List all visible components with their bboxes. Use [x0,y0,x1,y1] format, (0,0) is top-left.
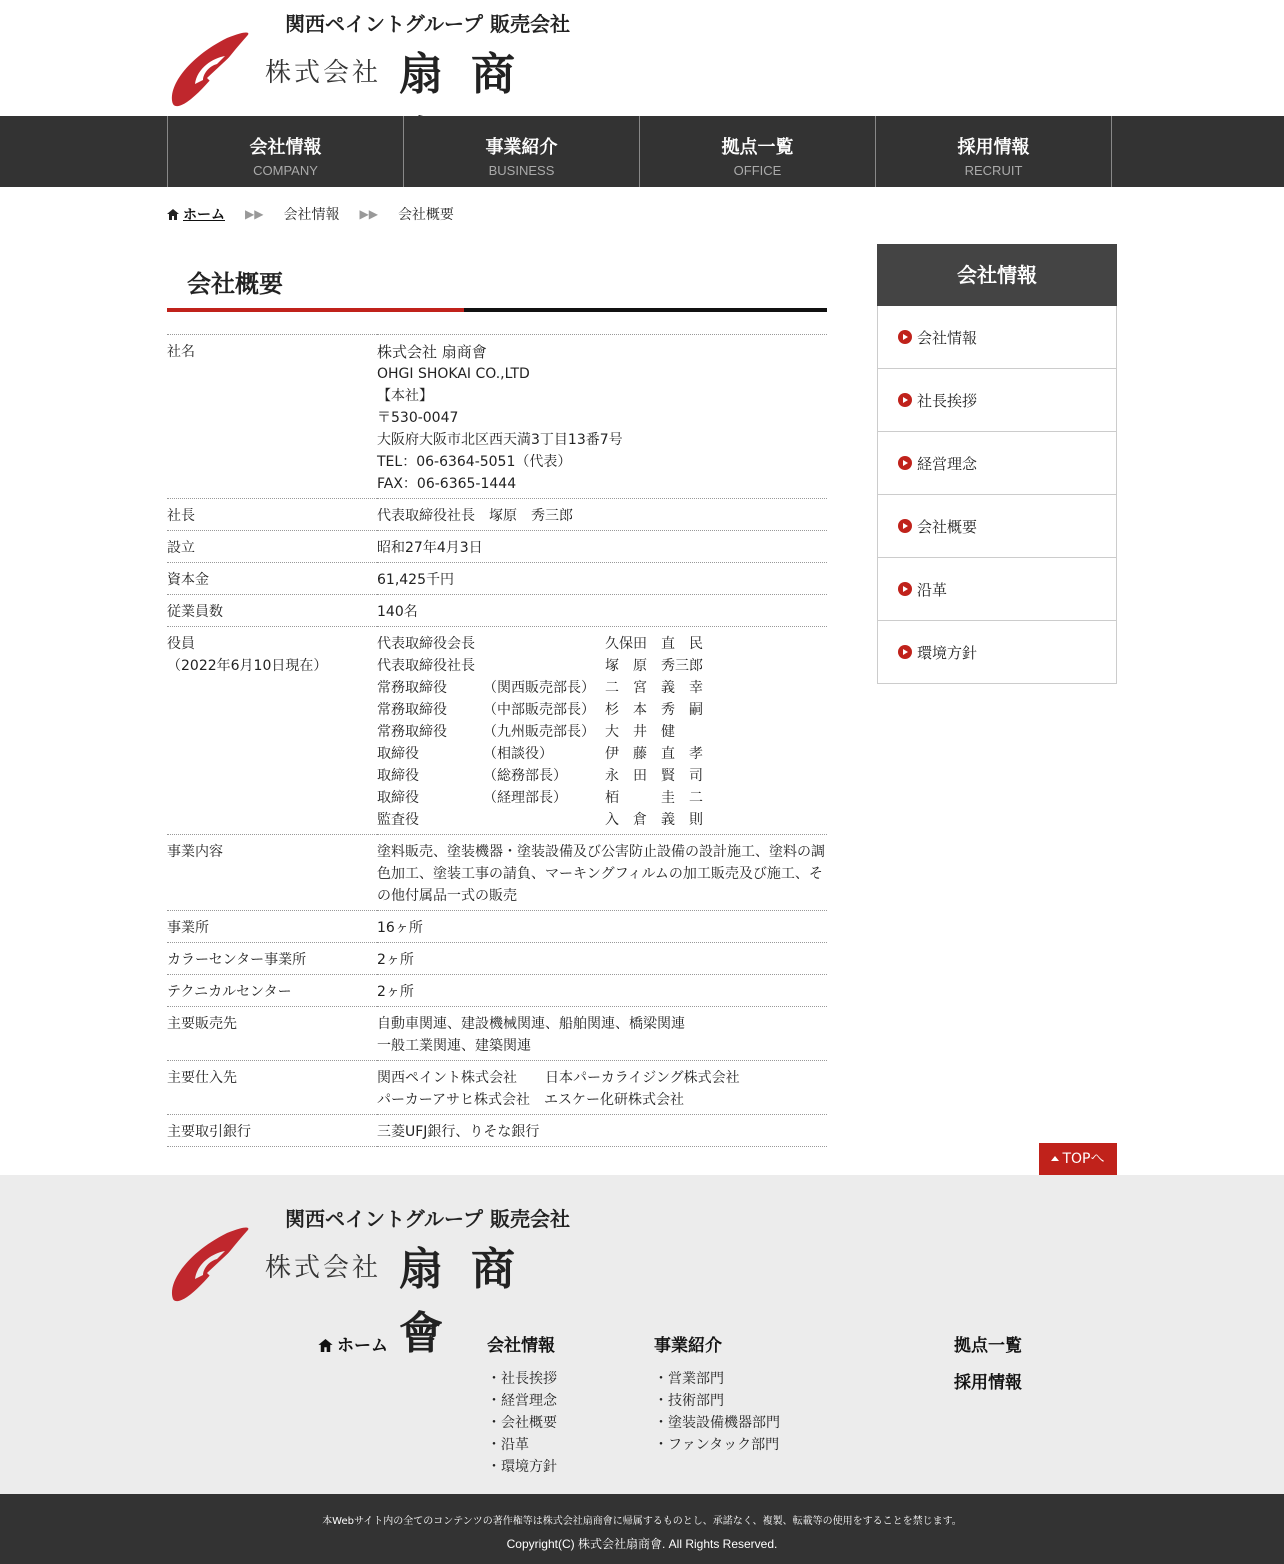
nav-sublabel: COMPANY [253,163,318,178]
table-row [167,563,827,595]
nav-label: 拠点一覧 [721,137,794,158]
arrow-circle-icon [898,393,912,407]
supplier-line: パーカーアサヒ株式会社 エスケー化研株式会社 [377,1092,685,1108]
table-row [167,1061,827,1115]
row-label: 主要仕入先 [167,1070,237,1086]
footer-business-col [654,1331,780,1456]
officer-name: 栢 圭 二 [605,790,703,806]
row-value: 2ヶ所 [377,952,414,968]
officer-title: 取締役 [377,790,419,806]
company-kanji: 扇商 [399,49,543,100]
arrow-circle-icon [898,582,912,596]
row-label: 社名 [167,344,195,360]
officer-title: 取締役 [377,768,419,784]
officer-dept [483,809,605,831]
nav-label: 採用情報 [957,137,1030,158]
home-icon [318,1339,333,1352]
officer-title: 監査役 [377,812,419,828]
breadcrumb [167,204,454,224]
back-to-top-label: TOPへ [1062,1151,1105,1167]
fan-logo-icon [167,1223,267,1303]
officer-title: 常務取締役 [377,724,447,740]
customer-line: 自動車関連、建設機械関連、船舶関連、橋梁関連 [377,1016,685,1032]
officer-name: 二 宮 義 幸 [605,680,703,696]
nav-sublabel: RECRUIT [964,163,1023,178]
officer-name: 永 田 賢 司 [605,768,703,784]
company-info-table [167,334,827,1147]
officer-dept: （経理部長） [483,790,567,806]
page-title: 会社概要 [187,270,283,298]
officer-dept [483,655,605,677]
footer-business-title[interactable]: 事業紹介 [654,1336,722,1356]
arrow-circle-icon [898,330,912,344]
row-value: 昭和27年4月3日 [377,540,483,556]
row-value: 16ヶ所 [377,920,423,936]
group-text: 関西ペイントグループ 販売会社 [285,1207,570,1231]
main-content [167,244,827,1147]
footer-recruit-link[interactable]: 採用情報 [954,1373,1022,1393]
arrow-up-icon [1051,1156,1059,1161]
row-label: テクニカルセンター [167,984,292,1000]
row-label: 資本金 [167,572,209,588]
row-value: 61,425千円 [377,572,454,588]
footer-link[interactable]: ・環境方針 [487,1459,557,1475]
company-kanji: 扇商會 [399,1244,543,1359]
title-underline [167,308,827,312]
global-nav [0,116,1284,187]
company-name: 株式会社 扇商會 [377,343,487,361]
kabushiki-text: 株式会社 [265,58,382,88]
breadcrumb-separator-icon: ▶▶ [245,207,264,221]
footer-home-link[interactable] [318,1331,388,1356]
sidebar-item-history[interactable] [877,558,1117,621]
officers-date: （2022年6月10日現在） [167,658,328,674]
sidebar-title: 会社情報 [877,244,1117,306]
row-value: 塗料販売、塗装機器・塗装設備及び公害防止設備の設計施工、塗料の調色加工、塗装工事の請負、マーキングフィルムの加工販売及び施工、その他付属品一式の販売 [377,844,825,904]
sidebar-item-label: 経営理念 [917,454,978,473]
sidebar-item-philosophy[interactable] [877,432,1117,495]
table-row [167,627,827,835]
table-row [167,499,827,531]
site-header [0,0,1284,116]
footer-link[interactable]: ・経営理念 [487,1393,557,1409]
sidebar-item-label: 会社情報 [917,328,978,347]
nav-label: 会社情報 [249,137,322,158]
table-row [167,1115,827,1147]
table-row [167,943,827,975]
breadcrumb-current: 会社概要 [397,207,454,223]
footer-office-link[interactable]: 拠点一覧 [954,1336,1022,1356]
officers-label: 役員 [167,636,195,652]
company-line: 【本社】 [377,388,433,404]
customer-line: 一般工業関連、建築関連 [377,1038,531,1054]
site-footer [0,1175,1284,1494]
row-value: 代表取締役社長 塚原 秀三郎 [377,508,573,524]
row-label: カラーセンター事業所 [167,952,307,968]
sidebar-item-label: 会社概要 [917,517,978,536]
footer-link[interactable]: ・塗装設備機器部門 [654,1415,780,1431]
row-value: 三菱UFJ銀行、りそな銀行 [377,1124,540,1140]
company-line: OHGI SHOKAI CO.,LTD [377,366,530,382]
breadcrumb-separator-icon: ▶▶ [359,207,378,221]
officer-dept: （総務部長） [483,768,567,784]
kabushiki-text: 株式会社 [265,1253,382,1283]
footer-link[interactable]: ・会社概要 [487,1415,557,1431]
footer-link[interactable]: ・技術部門 [654,1393,724,1409]
row-value [377,1007,827,1061]
group-text: 関西ペイントグループ 販売会社 [285,12,570,36]
sidebar-item-environment[interactable] [877,621,1117,684]
table-row [167,1007,827,1061]
row-value: 2ヶ所 [377,984,414,1000]
officer-dept [483,633,605,655]
row-value [377,1061,827,1115]
officer-title: 常務取締役 [377,680,447,696]
footer-link[interactable]: ・営業部門 [654,1371,724,1387]
footer-home-col [318,1331,388,1368]
sidebar-item-overview[interactable] [877,495,1117,558]
row-label: 事業所 [167,920,209,936]
sidebar-item-label: 環境方針 [917,643,978,662]
officer-name: 杉 本 秀 嗣 [605,702,703,718]
row-label: 事業内容 [167,844,223,860]
company-line: TEL：06-6364-5051（代表） [377,454,572,470]
nav-recruit[interactable] [876,116,1112,187]
officer-name: 伊 藤 直 孝 [605,746,703,762]
nav-business[interactable] [404,116,640,187]
row-value [377,627,827,835]
table-row [167,595,827,627]
arrow-circle-icon [898,519,912,533]
sidebar-item-greeting[interactable] [877,369,1117,432]
arrow-circle-icon [898,645,912,659]
officer-name: 塚 原 秀三郎 [605,658,703,674]
sidebar-item-label: 沿革 [917,580,948,599]
row-label: 主要販売先 [167,1016,237,1032]
back-to-top-button[interactable] [1039,1143,1117,1175]
officer-dept: （関西販売部長） [483,680,595,696]
footer-link[interactable]: ・沿革 [487,1437,529,1453]
copyright-text: Copyright(C) 株式会社扇商會. All Rights Reserved. [506,1537,778,1551]
nav-sublabel: BUSINESS [488,163,555,178]
nav-label: 事業紹介 [485,137,558,158]
footer-company-col [487,1331,557,1478]
site-logo[interactable] [167,8,587,108]
officer-title: 代表取締役社長 [377,658,475,674]
table-row [167,911,827,943]
officers-list [377,633,827,831]
fan-logo-icon [167,28,267,108]
nav-sublabel: OFFICE [733,163,782,178]
nav-office[interactable] [640,116,876,187]
row-value [377,335,827,499]
arrow-circle-icon [898,456,912,470]
officer-dept: （中部販売部長） [483,702,595,718]
footer-link[interactable]: ・社長挨拶 [487,1371,557,1387]
table-row [167,975,827,1007]
sidebar [877,244,1117,684]
officer-name: 入 倉 義 則 [605,812,703,828]
officer-title: 代表取締役会長 [377,636,475,652]
officer-name: 久保田 直 民 [605,636,703,652]
table-row [167,835,827,911]
supplier-line: 関西ペイント株式会社 日本パーカライジング株式会社 [377,1070,740,1086]
row-label: 社長 [167,508,195,524]
officer-title: 常務取締役 [377,702,447,718]
home-icon [167,209,179,220]
officer-name: 大 井 健 [605,724,675,740]
breadcrumb-home-link[interactable]: ホーム [183,207,225,223]
copyright-bar [0,1494,1284,1564]
row-value: 140名 [377,604,418,620]
company-line: 大阪府大阪市北区西天満3丁目13番7号 [377,432,623,448]
sidebar-item-company-info[interactable] [877,306,1117,369]
footer-company-title[interactable]: 会社情報 [487,1336,555,1356]
officer-dept: （相談役） [483,746,553,762]
sidebar-item-label: 社長挨拶 [917,391,978,410]
company-line: FAX：06-6365-1444 [377,476,517,492]
copyright-notice: 本Webサイト内の全てのコンテンツの著作権等は株式会社扇商會に帰属するものとし、承諾なく、複製、転載等の使用をすることを禁じます。 [322,1516,962,1527]
row-label: 設立 [167,540,195,556]
row-label [167,627,377,835]
officer-title: 取締役 [377,746,419,762]
row-label: 主要取引銀行 [167,1124,251,1140]
table-row [167,531,827,563]
footer-link[interactable]: ・ファンタック部門 [654,1437,780,1453]
officer-dept: （九州販売部長） [483,724,595,740]
nav-company[interactable] [168,116,404,187]
breadcrumb-level1[interactable]: 会社情報 [283,207,340,223]
company-line: 〒530-0047 [377,410,459,426]
footer-other-col [954,1331,1022,1405]
footer-home-label: ホーム [337,1336,388,1356]
row-label: 従業員数 [167,604,223,620]
table-row [167,335,827,499]
